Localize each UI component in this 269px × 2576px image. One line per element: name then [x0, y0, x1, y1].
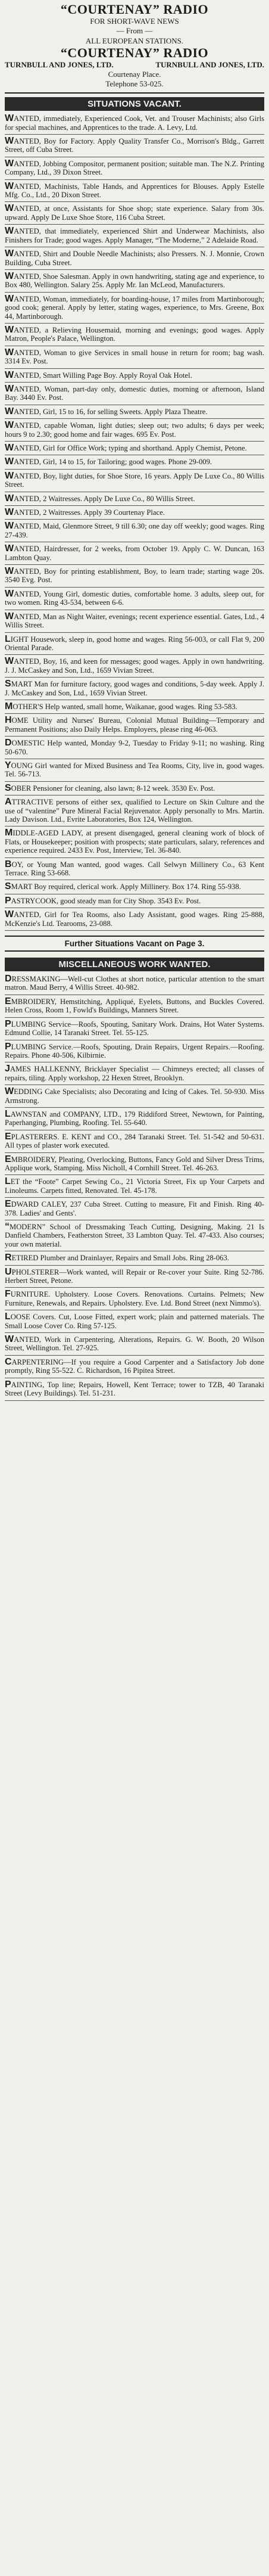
classified-ad: [5, 782, 264, 796]
ad-text: ETIRED Plumber and Drainlayer, Repairs and Small Jobs. Ring 28-063.: [11, 1254, 229, 1263]
ad-initial-letter: S: [5, 881, 11, 892]
ad-text: DWARD CALEY, 237 Cuba Street. Cutting to measure, Fit and Finish. Ring 40-378. Ladies' and Gents'.: [5, 1200, 264, 1217]
classified-ad: [5, 1266, 264, 1288]
ad-initial-letter: W: [5, 611, 14, 622]
classified-ad: [5, 157, 264, 180]
classified-ad: [5, 737, 264, 759]
ad-initial-letter: W: [5, 271, 14, 281]
classified-ad: [5, 383, 264, 405]
ad-text: AMES HALLKENNY, Bricklayer Specialist — Chimneys erected; all classes of repairs, tiling. Apply workshop, 22 Hexen Street, Brooklyn.: [5, 1065, 264, 1082]
classified-ad: [5, 324, 264, 346]
ad-text: ANTED, Young Girl, domestic duties, comfortable home. 3 adults, sleep out, for two women. Ring 43-534, between 6-6.: [5, 589, 264, 607]
classified-ad: [5, 135, 264, 157]
radio-advertisement: [5, 2, 264, 94]
ad-initial-letter: P: [5, 895, 11, 906]
ad-initial-letter: W: [5, 909, 14, 920]
classified-ad: [5, 894, 264, 908]
ad-initial-letter: F: [5, 1289, 11, 1300]
ad-text: ANTED, Girl for Office Work; typing and shorthand. Apply Chemist, Petone.: [14, 444, 247, 452]
classified-ad: [5, 346, 264, 369]
ad-text: ANTED, Girl, 14 to 15, for Tailoring; good wages. Phone 29-009.: [14, 458, 212, 467]
ad-initial-letter: W: [5, 136, 14, 147]
ad-initial-letter: W: [5, 420, 14, 431]
ad-text: MBROIDERY, Hemstitching, Appliqué, Eyelets, Buttons, and Buckles Covered. Helen Cross, Room 1, Fowld's Buildings, Manners Street.: [5, 997, 264, 1015]
classified-ad: [5, 442, 264, 455]
ad-initial-letter: W: [5, 203, 14, 214]
ad-text: ANTED, Maid, Glenmore Street, 9 till 6.30; one day off weekly; good wages. Ring 27-439.: [5, 522, 264, 539]
misc-work-heading: MISCELLANEOUS WORK WANTED.: [5, 958, 264, 971]
ad-text: PHOLSTERER—Work wanted, will Repair or Re-cover your Suite. Ring 52-786. Herbert Street, Petone.: [5, 1267, 264, 1285]
ad-initial-letter: D: [5, 738, 12, 748]
ad-text: OY, or Young Man wanted, good wages. Call Selwyn Millinery Co., 63 Kent Terrace. Ring 53-668.: [5, 860, 264, 878]
classified-ad: [5, 655, 264, 678]
ad-text: URNITURE. Upholstery. Loose Covers. Renovations. Curtains. Pelmets; New Furniture, Renewals, and Repairs. Upholstery. Eve. Ltd. Bond Street (next Nimmo's).: [5, 1290, 264, 1307]
ad-text: ANTED, Machinists, Table Hands, and Apprentices for Blouses. Apply Estelle Mfg. Co., Ltd., 20 Dixon Street.: [5, 182, 264, 200]
classified-ad: [5, 1062, 264, 1085]
classified-ad: [5, 470, 264, 492]
classified-ad: [5, 588, 264, 610]
ad-text: ANTED, Jobbing Compositor, permanent position; suitable man. The N.Z. Printing Company, Ltd., 39 Dixon Street.: [5, 159, 264, 177]
classified-ad: [5, 492, 264, 506]
classified-ad: [5, 180, 264, 203]
ad-text: ANTED, Smart Willing Page Boy. Apply Royal Oak Hotel.: [14, 371, 192, 380]
classified-ad: [5, 858, 264, 881]
ad-initial-letter: W: [5, 347, 14, 358]
ad-text: MODERN” School of Dressmaking Teach Cutting, Designing, Making. 21 Is Danfield Chambers, Featherston Street, 33 Lambton Quay. Tel. 47-433. Also courses; your own material.: [5, 1223, 264, 1248]
ad-initial-letter: W: [5, 369, 14, 380]
ad-initial-letter: R: [5, 1253, 12, 1263]
classified-ad: [5, 714, 264, 737]
radio-address: Courtenay Place.: [108, 69, 161, 79]
ad-initial-letter: W: [5, 406, 14, 417]
classified-ad: [5, 1108, 264, 1130]
ad-initial-letter: P: [5, 1041, 11, 1052]
classified-ad: [5, 520, 264, 542]
ad-initial-letter: L: [5, 633, 11, 644]
ad-text: MART Man for furniture factory, good wages and conditions, 5-day week. Apply J. J. McCaskey and Son, Ltd., 1659 Vivian Street.: [5, 680, 264, 697]
ad-initial-letter: L: [5, 1312, 11, 1322]
ad-initial-letter: W: [5, 226, 14, 237]
firm-name-right: TURNBULL AND JONES, LTD.: [155, 60, 264, 70]
firm-name-left: TURNBULL AND JONES, LTD.: [5, 60, 114, 70]
ad-text: ANTED, Hairdresser, for 2 weeks, from October 19. Apply C. W. Duncan, 163 Lambton Quay.: [5, 545, 264, 562]
classified-ad: [5, 1288, 264, 1310]
classified-ad: [5, 759, 264, 782]
classified-ad: [5, 455, 264, 469]
ad-initial-letter: M: [5, 701, 13, 711]
ad-initial-letter: W: [5, 324, 14, 335]
ad-text: ANTED, Shoe Salesman. Apply in own handwriting, stating age and experience, to Box 480, Wellington. Salary 25s. Apply Mr. Ian McLeod, Manufacturers.: [5, 272, 264, 290]
ad-initial-letter: W: [5, 181, 14, 191]
ad-text: ARPENTERING—If you require a Good Carpenter and a Satisfactory Job done promptly, Ring 55-522. C. Richardson, 16 Pipitea Street.: [5, 1357, 264, 1375]
ad-initial-letter: B: [5, 859, 12, 869]
ad-text: ANTED, Girl, 15 to 16, for selling Sweets. Apply Plaza Theatre.: [14, 407, 208, 416]
ad-initial-letter: A: [5, 797, 12, 807]
ad-initial-letter: W: [5, 1334, 14, 1345]
ad-initial-letter: U: [5, 1266, 12, 1277]
classified-ad: [5, 369, 264, 383]
classified-ad: [5, 610, 264, 633]
ad-text: ANTED, Boy for Factory. Apply Quality Transfer Co., Morrison's Bldg., Garrett Street, off Cuba Street.: [5, 137, 264, 154]
classified-ad: [5, 796, 264, 826]
radio-brand-heading: “COURTENAY” RADIO: [60, 2, 209, 17]
ad-text: ASTRYCOOK, good steady man for City Shop. 3543 Ev. Post.: [11, 896, 201, 905]
classified-ad: [5, 405, 264, 419]
ad-initial-letter: Y: [5, 760, 11, 770]
ad-text: IDDLE-AGED LADY, at present disengaged, general cleaning work of block of Flats, or Housekeeper; position with prospects; state particulars, salary, references and experience required. 2433 Ev. Post, Interview, Tel. 36-840.: [5, 829, 264, 855]
classified-ad: [5, 1130, 264, 1153]
classified-ad: [5, 1310, 264, 1333]
ad-initial-letter: E: [5, 1199, 11, 1210]
ad-text: ANTED, Woman to give Services in small house in return for room; bag wash. 3314 Ev. Post.: [5, 348, 264, 366]
ad-text: ANTED, Woman, part-day only, domestic duties, morning or afternoon, Island Bay. 3440 Ev. Post.: [5, 384, 264, 402]
ad-initial-letter: J: [5, 1064, 10, 1074]
ad-initial-letter: L: [5, 1108, 11, 1119]
ad-initial-letter: P: [5, 1018, 11, 1029]
ad-text: ANTED, that immediately, experienced Shirt and Underwear Machinists, also Finishers for Trade; good wages. Apply Manager, “The Moderne,” 2 Adelaide Road.: [5, 227, 264, 244]
situations-vacant-list: [5, 112, 264, 931]
ad-text: OBER Pensioner for cleaning, also lawn; 8-12 week. 3530 Ev. Post.: [11, 784, 215, 793]
radio-brand-heading-repeat: “COURTENAY” RADIO: [60, 45, 209, 60]
ad-initial-letter: W: [5, 507, 14, 518]
ad-text: PLASTERERS. E. KENT and CO., 284 Taranaki Street. Tel. 51-542 and 50-631. All types of plaster work executed.: [5, 1132, 264, 1150]
ad-text: ANTED, Boy, light duties, for Shoe Store, 16 years. Apply De Luxe Co., 80 Willis Street.: [5, 471, 264, 489]
ad-text: OTHER'S Help wanted, small home, Waikanae, good wages. Ring 53-583.: [12, 702, 237, 711]
ad-initial-letter: W: [5, 588, 14, 599]
classified-ad: [5, 1251, 264, 1265]
ad-text: ANTED, Man as Night Waiter, evenings; recent experience essential. Gates, Ltd., 4 Willis Street.: [5, 612, 264, 630]
classified-ad: [5, 112, 264, 135]
ad-initial-letter: M: [5, 828, 13, 838]
ad-initial-letter: S: [5, 782, 11, 793]
classified-ad: [5, 1040, 264, 1063]
ad-text: RESSMAKING—Well-cut Clothes at short notice, particular attention to the smart matron. Maud Berry, 4 Willis Street. 40-982.: [5, 975, 264, 992]
continued-note: Further Situations Vacant on Page 3.: [5, 936, 264, 952]
classified-ad: [5, 880, 264, 894]
ad-initial-letter: W: [5, 656, 14, 667]
ad-text: MBROIDERY, Pleating, Overlocking, Buttons, Fancy Gold and Silver Dress Trims, Applique work, Stamping. Miss Nicholl, 4 Cornhill Street. Tel. 46-263.: [5, 1155, 264, 1172]
classified-ad: [5, 972, 264, 995]
ad-initial-letter: H: [5, 715, 12, 726]
ad-text: ANTED, Work in Carpentering, Alterations, Repairs. G. W. Booth, 20 Wilson Street, Wellington. Tel. 27-925.: [5, 1335, 264, 1353]
ad-initial-letter: W: [5, 383, 14, 394]
classified-ad: [5, 1220, 264, 1251]
ad-initial-letter: W: [5, 158, 14, 169]
ad-text: ANTED, a Relieving Housemaid, morning and evenings; good wages. Apply Matron, People's Palace, Wellington.: [5, 325, 264, 343]
classified-ad: [5, 247, 264, 270]
classified-ad: [5, 225, 264, 247]
classified-ad: [5, 1018, 264, 1040]
ad-text: ANTED, 2 Waitresses. Apply De Luxe Co., 80 Willis Street.: [14, 494, 195, 503]
classified-ad: [5, 202, 264, 225]
classified-ad: [5, 1085, 264, 1108]
classified-ad: [5, 419, 264, 442]
ad-text: ANTED, Boy, 16, and keen for messages; good wages. Apply in own handwriting. J. J. McCaskey and Son, Ltd., 1659 Vivian Street.: [5, 657, 264, 675]
ad-text: OUNG Girl wanted for Mixed Business and Tea Rooms, City, live in, good wages. Tel. 56-713.: [5, 761, 264, 779]
ad-initial-letter: W: [5, 566, 14, 577]
ad-initial-letter: D: [5, 974, 12, 984]
misc-work-list: [5, 972, 264, 1400]
ad-text: ANTED, Boy for printing establishment, Boy, to learn trade; starting wage 20s. 3540 Evg. Post.: [5, 567, 264, 585]
radio-firm-names: [5, 60, 264, 70]
classified-ad: [5, 1153, 264, 1176]
ad-text: ANTED, Girl for Tea Rooms, also Lady Assistant, good wages. Ring 25-888, McKenzie's Ltd. Tearooms, 23-088.: [5, 911, 264, 928]
ad-initial-letter: W: [5, 493, 14, 504]
ad-initial-letter: S: [5, 679, 11, 689]
ad-text: ANTED, Shirt and Double Needle Machinists; also Pressers. N. J. Monnie, Crown Building, Cuba Street.: [5, 250, 264, 267]
ad-text: MART Boy required, clerical work. Apply Millinery. Box 174. Ring 55-938.: [11, 883, 241, 891]
classified-ad: [5, 1175, 264, 1198]
ad-initial-letter: E: [5, 1154, 11, 1164]
ad-text: ANTED, capable Woman, light duties; sleep out; two adults; 6 days per week; hours 9 to 2.30; good home and fair wages. 695 Ev. Post.: [5, 421, 264, 439]
ad-initial-letter: P: [5, 1379, 11, 1390]
ad-text: OOSE Covers. Cut, Loose Fitted, expert work; plain and patterned materials. The Small Loose Cover Co. Ring 57-125.: [5, 1313, 264, 1330]
ad-initial-letter: W: [5, 293, 14, 304]
ad-initial-letter: “: [5, 1222, 10, 1232]
classified-ad: [5, 995, 264, 1018]
ad-initial-letter: W: [5, 248, 14, 259]
classified-ad: [5, 908, 264, 931]
ad-text: IGHT Housework, sleep in, good home and wages. Ring 56-003, or call Flat 9, 200 Oriental Parade.: [5, 635, 264, 652]
ad-text: AINTING, Top line; Repairs, Howell, Kent Terrace; tower to TZB, 40 Taranaki Street (Levy Buildings). Tel. 51-231.: [5, 1380, 264, 1398]
classified-ad: [5, 506, 264, 520]
ad-initial-letter: E: [5, 996, 11, 1006]
radio-tagline: FOR SHORT-WAVE NEWS: [90, 17, 179, 26]
ad-initial-letter: W: [5, 113, 14, 124]
classified-ad: [5, 678, 264, 700]
ad-initial-letter: W: [5, 443, 14, 453]
radio-telephone: Telephone 53-025.: [105, 79, 164, 88]
ad-initial-letter: C: [5, 1356, 12, 1367]
ad-text: OME Utility and Nurses' Bureau, Colonial Mutual Building—Temporary and Permanent Positions; also Daily Helps. Employers, please ring 46-063.: [5, 716, 264, 734]
ad-initial-letter: L: [5, 1176, 11, 1187]
classified-ad: [5, 293, 264, 324]
ad-initial-letter: W: [5, 1086, 14, 1097]
classified-ad: [5, 633, 264, 655]
classified-ad: [5, 1378, 264, 1401]
ad-initial-letter: W: [5, 543, 14, 554]
ad-initial-letter: W: [5, 470, 14, 481]
ad-text: EDDING Cake Specialists; also Decorating and Icing of Cakes. Tel. 50-930. Miss Armstrong.: [5, 1087, 264, 1105]
ad-text: ANTED, at once, Assistants for Shoe shop; state experience. Salary from 30s. upward. Apply De Luxe Shoe Store, 116 Cuba Street.: [5, 204, 264, 222]
radio-stations: ALL EUROPEAN STATIONS.: [85, 36, 184, 45]
ad-text: ANTED, immediately, Experienced Cook, Vet. and Trouser Machinists; also Girls for special machines, and Apprentices to the trade. A. Levy, Ltd.: [5, 114, 264, 132]
ad-text: ANTED, Woman, immediately, for boarding-house, 17 miles from Martinborough; good cook; general. Apply by letter, stating wages, experience, to Mrs. Greene, Box 44, Martinborough.: [5, 294, 264, 321]
ad-text: ET the “Foote” Carpet Sewing Co., 21 Victoria Street, Fix up Your Carpets and Linoleums. Carpets fitted, Renovated. Tel. 45-178.: [5, 1177, 264, 1195]
ad-text: AWNSTAN and COMPANY, LTD., 179 Riddiford Street, Newtown, for Painting, Paperhanging, Plumbing, Roofing. Tel. 55-640.: [5, 1110, 264, 1127]
ad-initial-letter: W: [5, 521, 14, 532]
situations-vacant-heading: SITUATIONS VACANT.: [5, 97, 264, 111]
ad-initial-letter: W: [5, 456, 14, 467]
ad-text: ANTED, 2 Waitresses. Apply 39 Courtenay Place.: [14, 508, 165, 517]
ad-initial-letter: E: [5, 1131, 11, 1142]
radio-from: — From —: [116, 26, 153, 36]
ad-text: TTRACTIVE persons of either sex, qualified to Lecture on Skin Culture and the use of “valentine” Pure Mineral Facial Rejuvenator. Apply personally to Mrs. Martin. Lady Davison. Ltd., Evrite Laboratories, Box 124, Wellington.: [5, 798, 264, 824]
classified-ad: [5, 542, 264, 565]
ad-text: OMESTIC Help wanted, Monday 9-2, Tuesday to Friday 9-11; no washing. Ring 50-670.: [5, 739, 264, 756]
classified-ad: [5, 270, 264, 293]
classified-ad: [5, 1198, 264, 1220]
ad-text: LUMBING Service—Roofs, Spouting, Sanitary Work. Drains, Hot Water Systems. Edmund Collie, 14 Taranaki Street. Tel. 55-125.: [5, 1020, 264, 1037]
classified-ad: [5, 700, 264, 714]
ad-text: LUMBING Service.—Roofs, Spouting, Drain Repairs, Urgent Repairs.—Roofing. Repairs. Phone 40-506, Kilbirnie.: [5, 1042, 264, 1059]
classified-ad: [5, 1356, 264, 1378]
classified-ad: [5, 1333, 264, 1356]
classified-ad: [5, 826, 264, 857]
classified-ad: [5, 565, 264, 588]
